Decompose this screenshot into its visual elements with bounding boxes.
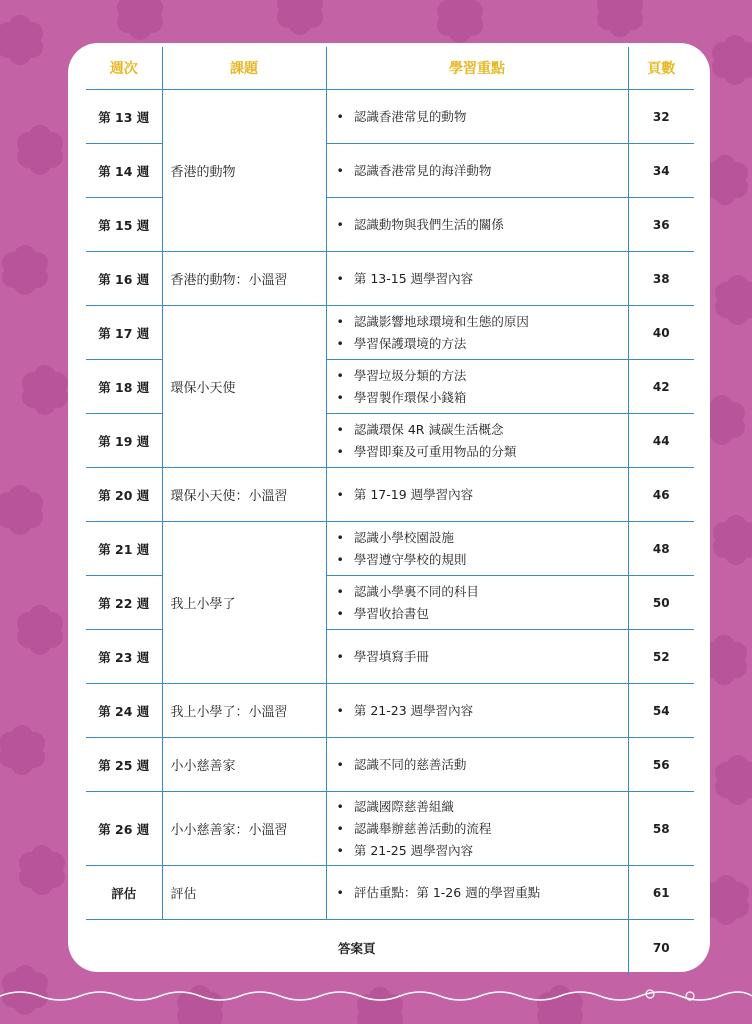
points-cell (326, 144, 628, 198)
answer-label: 答案頁 (337, 940, 376, 956)
page-cell: 32 (628, 90, 694, 144)
week-cell: 第 24 週 (86, 684, 162, 738)
points-cell (326, 522, 628, 576)
week-cell: 第 25 週 (86, 738, 162, 792)
point-item: • 學習即棄及可重用物品的分類 (337, 441, 628, 463)
decorative-wave-line (0, 984, 752, 1008)
page-cell: 50 (628, 576, 694, 630)
week-cell: 第 14 週 (86, 144, 162, 198)
topic-cell: 環保小天使：小溫習 (162, 468, 326, 522)
point-item: • 學習填寫手冊 (337, 646, 628, 668)
point-item: • 第 21-23 週學習內容 (337, 700, 628, 722)
points-cell (326, 792, 628, 866)
week-cell: 第 18 週 (86, 360, 162, 414)
point-item: • 認識小學裏不同的科目 (337, 581, 628, 603)
point-item: • 認識香港常見的動物 (337, 106, 628, 128)
points-cell (326, 738, 628, 792)
topic-cell: 評估 (162, 866, 326, 920)
week-cell: 第 15 週 (86, 198, 162, 252)
answer-row (86, 920, 694, 976)
table-row (86, 866, 694, 920)
point-item: • 學習收拾書包 (337, 603, 628, 625)
point-item: • 認識國際慈善組織 (337, 796, 628, 818)
point-item: • 第 17-19 週學習內容 (337, 484, 628, 506)
page-cell: 48 (628, 522, 694, 576)
points-cell (326, 576, 628, 630)
points-cell (326, 360, 628, 414)
table-row (86, 522, 694, 576)
topic-cell: 香港的動物：小溫習 (162, 252, 326, 306)
topic-cell: 我上小學了：小溫習 (162, 684, 326, 738)
point-item: • 認識香港常見的海洋動物 (337, 160, 628, 182)
week-cell: 第 17 週 (86, 306, 162, 360)
week-cell: 第 16 週 (86, 252, 162, 306)
page-cell: 44 (628, 414, 694, 468)
point-item: • 學習製作環保小錢箱 (337, 387, 628, 409)
point-item: • 認識小學校園設施 (337, 527, 628, 549)
points-cell (326, 198, 628, 252)
page-cell: 61 (628, 866, 694, 920)
page-cell: 56 (628, 738, 694, 792)
points-cell (326, 684, 628, 738)
page-cell: 54 (628, 684, 694, 738)
week-cell: 第 19 週 (86, 414, 162, 468)
table-row (86, 90, 694, 144)
point-item: • 認識不同的慈善活動 (337, 754, 628, 776)
table-row (86, 306, 694, 360)
points-cell (326, 468, 628, 522)
points-cell (326, 866, 628, 920)
week-cell: 第 13 週 (86, 90, 162, 144)
table-of-contents (86, 47, 694, 976)
topic-cell: 我上小學了 (162, 522, 326, 684)
point-item: • 學習垃圾分類的方法 (337, 365, 628, 387)
week-cell: 第 20 週 (86, 468, 162, 522)
page-cell: 34 (628, 144, 694, 198)
header-week: 週次 (86, 47, 162, 90)
point-item: • 認識動物與我們生活的關係 (337, 214, 628, 236)
point-item: • 認識舉辦慈善活動的流程 (337, 818, 628, 840)
table-row (86, 684, 694, 738)
table-row (86, 252, 694, 306)
page-cell: 38 (628, 252, 694, 306)
table-row (86, 792, 694, 866)
week-cell: 第 23 週 (86, 630, 162, 684)
header-points: 學習重點 (326, 47, 628, 90)
topic-cell: 香港的動物 (162, 90, 326, 252)
topic-cell: 小小慈善家：小溫習 (162, 792, 326, 866)
point-item: • 第 21-25 週學習內容 (337, 840, 628, 862)
topic-cell: 環保小天使 (162, 306, 326, 468)
week-cell: 第 21 週 (86, 522, 162, 576)
page-cell: 42 (628, 360, 694, 414)
point-item: • 學習保護環境的方法 (337, 333, 628, 355)
page-cell: 58 (628, 792, 694, 866)
page-cell: 36 (628, 198, 694, 252)
header-page: 頁數 (628, 47, 694, 90)
week-cell: 第 26 週 (86, 792, 162, 866)
points-cell (326, 630, 628, 684)
point-item: • 認識影響地球環境和生態的原因 (337, 311, 628, 333)
week-cell: 第 22 週 (86, 576, 162, 630)
point-item: • 認識環保 4R 減碳生活概念 (337, 419, 628, 441)
answer-page: 70 (628, 920, 694, 976)
point-item: • 學習遵守學校的規則 (337, 549, 628, 571)
points-cell (326, 414, 628, 468)
header-topic: 課題 (162, 47, 326, 90)
week-cell: 評估 (86, 866, 162, 920)
table-row (86, 468, 694, 522)
points-cell (326, 306, 628, 360)
page-cell: 52 (628, 630, 694, 684)
page-cell: 46 (628, 468, 694, 522)
table-row (86, 738, 694, 792)
points-cell (326, 252, 628, 306)
point-item: • 第 13-15 週學習內容 (337, 268, 628, 290)
topic-cell: 小小慈善家 (162, 738, 326, 792)
point-item: • 評估重點：第 1-26 週的學習重點 (337, 882, 628, 904)
points-cell (326, 90, 628, 144)
page-cell: 40 (628, 306, 694, 360)
